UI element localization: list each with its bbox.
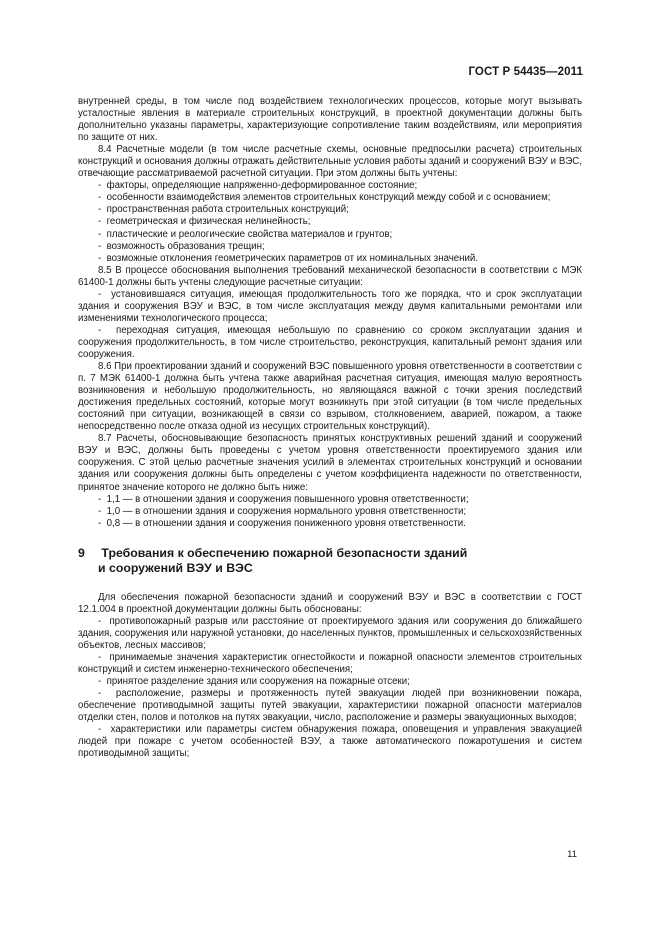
paragraph: 8.4 Расчетные модели (в том числе расчетные схемы, основные предпосылки расчета) строительных конструкций и основания должны отражать действительные условия работы зданий и сооружений ВЭУ и ВЭС, отвечающие рассматриваемой расчетной ситуации. При этом должны быть учтены:	[78, 144, 582, 180]
list-item	[78, 616, 582, 652]
list-item	[78, 724, 582, 760]
list-item-text: принятое разделение здания или сооружения на пожарные отсеки;	[106, 676, 410, 688]
list-item	[78, 180, 582, 192]
paragraph: Для обеспечения пожарной безопасности зданий и сооружений ВЭУ и ВЭС в соответствии с ГОСТ 12.1.004 в проектной документации должны быть обоснованы:	[78, 591, 582, 615]
list-item	[78, 289, 582, 325]
list-item	[78, 192, 582, 204]
standard-header: ГОСТ Р 54435—2011	[468, 66, 583, 78]
list-item-text: установившаяся ситуация, имеющая продолжительность того же порядка, что и срок эксплуатации здания и сооружения ВЭУ и ВЭС, в том числе эксплуатация между двумя капитальными ремонтами или изменениями технологического процесса;	[78, 288, 582, 324]
paragraph: 8.5 В процессе обоснования выполнения требований механической безопасности в соответствии с МЭК 61400-1 должны быть учтены следующие расчетные ситуации:	[78, 264, 582, 288]
list-item	[78, 518, 582, 530]
list-item-text: характеристики или параметры систем обнаружения пожара, оповещения и управления эвакуацией людей при пожаре с учетом особенностей ВЭУ, а также автоматического пожаротушения и систем противодымной защиты;	[78, 724, 582, 760]
list-dash: -	[98, 517, 107, 529]
list-item-text: 1,1 — в отношении здания и сооружения повышенного уровня ответственности;	[106, 493, 469, 505]
list-dash: -	[98, 288, 112, 300]
list-item	[78, 229, 582, 241]
section-number: 9	[78, 545, 85, 560]
list-item	[78, 204, 582, 216]
paragraph: 8.7 Расчеты, обосновывающие безопасность принятых конструктивных решений зданий и сооружений ВЭУ и ВЭС, должны быть проведены с учетом уровня ответственности проектируемого здания или сооружения. С этой целью расчетные значения усилий в элементах строительных конструкций и основании здания или сооружения должны быть определены с учетом коэффициента надежности по ответственности, принятое значение которого не должно быть ниже:	[78, 433, 582, 493]
page-content	[78, 96, 582, 760]
section-9-heading	[78, 546, 582, 576]
list-item	[78, 652, 582, 676]
section-title-line2: и сооружений ВЭУ и ВЭС	[98, 560, 253, 575]
section-title-line1: Требования к обеспечению пожарной безопасности зданий	[101, 545, 468, 560]
list-dash: -	[98, 192, 107, 204]
list-item	[78, 216, 582, 228]
list-dash: -	[98, 724, 111, 736]
list-item	[78, 241, 582, 253]
list-item-text: расположение, размеры и протяженность путей эвакуации людей при возникновении пожара, обеспечение противодымной защиты путей эвакуации, характеристики пожарной опасности материалов отделки стен, полов и потолков на путях эвакуации, число, расположение и размеры эвакуационных выходов;	[78, 688, 582, 724]
list-dash: -	[98, 204, 107, 216]
section-9-text	[78, 592, 582, 761]
list-item-text: 0,8 — в отношении здания и сооружения пониженного уровня ответственности.	[106, 517, 466, 529]
list-item	[78, 325, 582, 361]
list-item	[78, 676, 582, 688]
list-item	[78, 253, 582, 265]
list-dash: -	[98, 324, 117, 336]
section-8-text	[78, 96, 582, 530]
list-dash: -	[98, 216, 107, 228]
list-item-text: геометрическая и физическая нелинейность;	[106, 216, 311, 228]
list-item	[78, 506, 582, 518]
list-dash: -	[98, 651, 110, 663]
list-item	[78, 494, 582, 506]
list-dash: -	[98, 615, 110, 627]
paragraph: 8.6 При проектировании зданий и сооружений ВЭС повышенного уровня ответственности в соответствии с п. 7 МЭК 61400-1 должна быть учтена также аварийная расчетная ситуация, имеющая малую вероятность возникновения и небольшую продолжительность, но являющаяся важной с точки зрения последствий достижения предельных состояний, которые могут возникнуть при этой ситуации (в том числе предельных состояний при ситуации, возникающей в связи со взрывом, столкновением, аварией, пожаром, а также непосредственно после отказа одной из несущих строительных конструкций).	[78, 361, 582, 433]
list-item-text: противопожарный разрыв или расстояние от проектируемого здания или сооружения до ближайшего здания, сооружения или наружной установки, до населенных пунктов, промышленных и сельскохозяйственных объектов, лесных массивов;	[78, 615, 583, 651]
list-item-text: особенности взаимодействия элементов строительных конструкций между собой и с основанием;	[106, 192, 551, 204]
list-item-text: 1,0 — в отношении здания и сооружения нормального уровня ответственности;	[106, 505, 467, 517]
list-dash: -	[98, 228, 107, 240]
list-item-text: возможность образования трещин;	[106, 240, 265, 252]
list-item-text: пластические и реологические свойства материалов и грунтов;	[106, 228, 393, 240]
list-dash: -	[98, 180, 107, 192]
list-item-text: переходная ситуация, имеющая небольшую по сравнению со сроком эксплуатации здания и сооружения продолжительность, в том числе строительство, реконструкция, капитальный ремонт здания или сооружения.	[78, 324, 582, 360]
list-dash: -	[98, 688, 116, 700]
list-dash: -	[98, 505, 107, 517]
list-item-text: факторы, определяющие напряженно-деформированное состояние;	[106, 180, 418, 192]
list-dash: -	[98, 252, 107, 264]
list-item	[78, 688, 582, 724]
list-dash: -	[98, 676, 107, 688]
list-item-text: пространственная работа строительных конструкций;	[106, 204, 349, 216]
paragraph-continuation: внутренней среды, в том числе под воздействием технологических процессов, которые могут вызывать усталостные явления в материале строительных конструкций, в проектной документации должны быть дополнительно указаны параметры, характеризующие сопротивление таким воздействиям, или мероприятия по защите от них.	[78, 96, 582, 144]
list-dash: -	[98, 240, 107, 252]
list-item-text: принимаемые значения характеристик огнестойкости и пожарной опасности элементов строительных конструкций и систем инженерно-технического обеспечения;	[78, 651, 582, 675]
page-number: 11	[567, 849, 577, 860]
list-dash: -	[98, 493, 107, 505]
list-item-text: возможные отклонения геометрических параметров от их номинальных значений.	[106, 252, 479, 264]
